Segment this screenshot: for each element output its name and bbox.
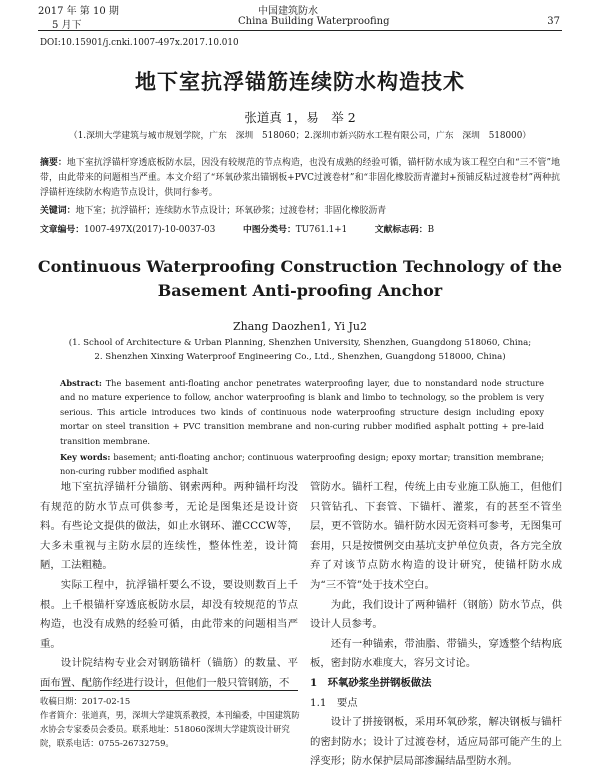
- journal-title-en: China Building Waterproofing: [238, 16, 390, 27]
- title-en-line-2: Basement Anti-proofing Anchor: [157, 281, 443, 300]
- page-title-cn: 地下室抗浮锚筋连续防水构造技术: [135, 69, 465, 94]
- affiliation-cn: （1.深圳大学建筑与城市规划学院，广东 深圳 518060；2.深圳市新兴防水工程有限公司，广东 深圳 518000）: [68, 131, 532, 141]
- body-paragraph: 为此，我们设计了两种锚杆（钢筋）防水节点，供设计人员参考。: [310, 598, 562, 631]
- abstract-en-label: Abstract:: [60, 378, 102, 388]
- clc-label: 中图分类号：: [242, 225, 296, 235]
- keywords-en-label: Key words:: [60, 452, 111, 463]
- page-number: 37: [547, 16, 560, 27]
- journal-title-cn: 中国建筑防水: [258, 6, 318, 17]
- keywords-cn: [40, 204, 560, 219]
- keywords-cn-label: 关键词：: [40, 206, 76, 216]
- authors-cn: 张道真 1，易 举 2: [244, 110, 356, 125]
- article-number-value: 1007-497X(2017)-10-0037-03: [84, 225, 216, 235]
- article-number-label: 文章编号：: [40, 225, 84, 235]
- body-left-column: [40, 478, 298, 694]
- authors-en: Zhang Daozhen1, Yi Ju2: [233, 320, 367, 333]
- body-paragraph: 设计了拼接钢板，采用环氧砂浆，解决钢板与锚杆的密封防水；设计了过渡卷材，适应局部可能产生的上浮变形；防水保护层局部渗漏结晶型防水剂。: [310, 716, 562, 768]
- footnotes: [40, 694, 300, 750]
- doc-code-value: B: [427, 225, 435, 235]
- body-right-column: [310, 478, 562, 772]
- abstract-cn-label: 摘要：: [40, 158, 67, 168]
- title-en-line-1: Continuous Waterproofing Construction Technology of the: [37, 257, 563, 276]
- issue-line: 2017 年 第 10 期: [38, 6, 119, 17]
- body-paragraph: 还有一种锚索，带油脂、带锚头，穿透整个结构底板，密封防水难度大，容另文讨论。: [310, 637, 562, 670]
- author-bio: 作者简介：张道真，男，深圳大学建筑系教授，本刊编委，中国建筑防水协会专家委员会委员。联系地址：518060深圳大学建筑设计研究院，联系电话：0755-26732759。: [40, 710, 300, 748]
- article-meta-cn: [40, 222, 434, 235]
- abstract-cn-text: 地下室抗浮锚杆穿透底板防水层，因没有较规范的节点构造，也没有成熟的经验可循，锚杆防水成为该工程空白和“三不管”地带，由此带来的问题相当严重。本文介绍了“环氧砂浆出锚钢板+PVC过渡卷材”和“非固化橡胶沥青灌封+预铺反粘过渡卷材”两种抗浮锚杆连续防水构造节点设计，供同行参考。: [40, 158, 560, 199]
- subsection-heading-1-1: 1.1 要点: [310, 696, 358, 709]
- page-title-en: [0, 255, 600, 303]
- abstract-en: [60, 376, 544, 479]
- footnote-rule: [40, 690, 298, 691]
- keywords-en-text: basement; anti-floating anchor; continuous waterproofing design; epoxy mortar; transition membrane; non-curing rubber modified asphalt: [60, 452, 545, 477]
- clc-value: TU761.1+1: [295, 225, 348, 235]
- affiliation-en-2: 2. Shenzhen Xinxing Waterproof Engineering Co., Ltd., Shenzhen, Guangdong 518000, China): [94, 352, 506, 362]
- affiliation-en-1: (1. School of Architecture & Urban Planning, Shenzhen University, Shenzhen, Guangdong 518060, China;: [68, 338, 532, 348]
- body-paragraph: 管防水。锚杆工程，传统上由专业施工队施工，但他们只管钻孔、下套管、下锚杆、灌浆，有的甚至不管坐层，更不管防水。锚杆防水因无资料可参考，无图集可套用，只是按惯例交由基坑支护单位负责，各方完全放弃了对该节点防水构造的设计研究，使锚杆防水成为“三不管”处于技术空白。: [310, 481, 562, 591]
- keywords-cn-text: 地下室；抗浮锚杆；连续防水节点设计；环氧砂浆；过渡卷材；非固化橡胶沥青: [75, 206, 387, 216]
- body-paragraph: 设计院结构专业会对钢筋锚杆（锚筋）的数量、平面布置、配筋作经进行设计，但他们一般只管钢筋，不: [40, 657, 298, 689]
- abstract-cn: [40, 156, 560, 202]
- received-date: 收稿日期：2017-02-15: [40, 696, 131, 706]
- month-line: 5 月下: [52, 20, 82, 31]
- header-rule: [38, 30, 562, 31]
- section-heading-1: 1 环氧砂浆坐拼钢板做法: [310, 676, 432, 689]
- doc-code-label: 文献标志码：: [374, 225, 428, 235]
- abstract-en-text: The basement anti-floating anchor penetrates waterproofing layer, due to nonstandard node structure and no mature experience to follow, anchor waterproofing is blank and limbo to technology, so the problem is very serious. This article introduces two kinds of continuous node waterproofing structure design including epoxy mortar on steel transition + PVC transition membrane and non-curing rubber modified asphalt potting + pre-laid transition membrane.: [60, 378, 544, 446]
- body-paragraph: 实际工程中，抗浮锚杆要么不设，要设则数百上千根。上千根锚杆穿透底板防水层，却没有较规范的节点构造，也没有成熟的经验可循，由此带来的问题相当严重。: [40, 578, 298, 650]
- doi: DOI:10.15901/j.cnki.1007-497x.2017.10.010: [40, 38, 239, 48]
- body-paragraph: 地下室抗浮锚杆分锚筋、钢索两种。两种锚杆均没有规范的防水节点可供参考，无论是图集还是设计资料。有些论文提供的做法，如止水钢环、灌CCCW等，大多未重视与主防水层的连续性，整体性差，设计简陋，工法粗糙。: [40, 481, 298, 572]
